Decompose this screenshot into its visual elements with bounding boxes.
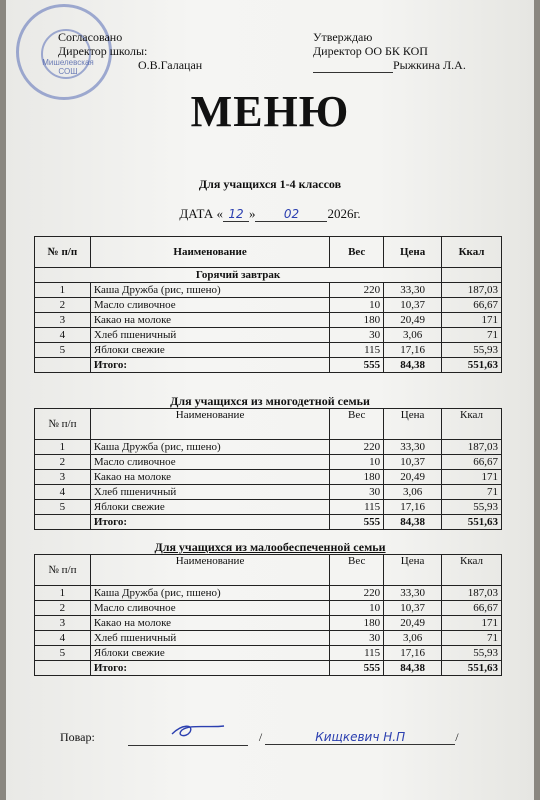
table-row [35,500,502,515]
table-row [35,440,502,455]
table-header [35,409,502,440]
approval-left [58,30,202,72]
table-row [35,586,502,601]
cell: 33,30 [384,283,442,298]
cell: 55,93 [442,343,502,358]
table-header [35,237,502,268]
cell: 2 [35,455,91,470]
cell: 3,06 [384,328,442,343]
empty-cell [442,268,502,283]
cell: 4 [35,631,91,646]
cook-name: Кищкевич Н.П [265,730,455,745]
table-row [35,631,502,646]
cell: 220 [330,440,384,455]
cell: 55,93 [442,500,502,515]
col-header: № п/п [35,237,91,268]
cell: 55,93 [442,646,502,661]
cell: 171 [442,616,502,631]
table-row [35,485,502,500]
menu-table-2 [34,408,502,530]
cell: Масло сливочное [90,298,329,313]
empty-cell [35,515,91,530]
total-label: Итого: [90,515,329,530]
table-row [35,313,502,328]
cell: 71 [442,328,502,343]
col-header: № п/п [35,555,91,586]
total-price: 84,38 [384,661,442,676]
total-price: 84,38 [384,358,442,373]
date-day: 12 [223,207,249,222]
cell: 3,06 [384,631,442,646]
cell: 3 [35,313,91,328]
col-header: Вес [330,409,384,440]
stamp-text: Мишелевская СОШ [42,58,94,76]
cell: 5 [35,500,91,515]
menu-table-1 [34,236,502,373]
col-header: Цена [384,237,442,268]
cell: 4 [35,328,91,343]
cell: 66,67 [442,601,502,616]
cook-label: Повар: [60,730,95,744]
cell: 10 [330,455,384,470]
total-kcal: 551,63 [442,358,502,373]
total-weight: 555 [330,515,384,530]
cell: 180 [330,616,384,631]
cell: 17,16 [384,500,442,515]
table-row [35,455,502,470]
cell: 20,49 [384,616,442,631]
approval-right-sign-row [313,58,466,73]
total-label: Итого: [90,661,329,676]
cell: 10 [330,601,384,616]
cell: Какао на молоке [90,470,329,485]
cell: 30 [330,328,384,343]
cell: 10,37 [384,455,442,470]
cook-signature-mark [168,722,228,740]
cell: 220 [330,283,384,298]
cell: 30 [330,631,384,646]
col-header: Наименование [90,237,329,268]
cell: 20,49 [384,470,442,485]
cell: 1 [35,440,91,455]
cell: 66,67 [442,298,502,313]
total-row [35,358,502,373]
cell: 115 [330,343,384,358]
section-title: Горячий завтрак [35,268,442,283]
approval-right-name: Рыжкина Л.А. [393,58,466,72]
cell: Хлеб пшеничный [90,631,329,646]
cell: Хлеб пшеничный [90,328,329,343]
col-header: Ккал [442,237,502,268]
col-header: Наименование [90,555,329,586]
cell: 187,03 [442,586,502,601]
table-row [35,646,502,661]
col-header: Наименование [90,409,329,440]
cell: 30 [330,485,384,500]
cell: 3 [35,616,91,631]
cell: 187,03 [442,440,502,455]
menu-date [0,206,540,222]
cell: 115 [330,500,384,515]
cook-signature-line [128,730,248,746]
page-title: МЕНЮ [190,87,350,136]
cell: 180 [330,313,384,328]
cell: 171 [442,313,502,328]
date-month: 02 [255,207,327,222]
cell: 2 [35,298,91,313]
table-row [35,298,502,313]
cell: 33,30 [384,440,442,455]
cell: 187,03 [442,283,502,298]
cell: Каша Дружба (рис, пшено) [90,283,329,298]
approval-right [313,30,466,73]
menu-table-3 [34,554,502,676]
table-row [35,601,502,616]
cell: Какао на молоке [90,313,329,328]
cell: Яблоки свежие [90,646,329,661]
cell: 115 [330,646,384,661]
col-header: № п/п [35,409,91,440]
col-header: Цена [384,555,442,586]
cell: Хлеб пшеничный [90,485,329,500]
total-price: 84,38 [384,515,442,530]
cell: 2 [35,601,91,616]
approval-right-line2: Директор ОО БК КОП [313,44,428,58]
cell: 1 [35,586,91,601]
cell: 171 [442,470,502,485]
date-mid: » [248,206,256,221]
approval-left-line1: Согласовано [58,30,123,44]
cell: 180 [330,470,384,485]
cell: 17,16 [384,646,442,661]
cell: 33,30 [384,586,442,601]
cell: Масло сливочное [90,601,329,616]
col-header: Ккал [442,555,502,586]
date-prefix: ДАТА « [179,206,223,221]
cell: 3,06 [384,485,442,500]
cell: 4 [35,485,91,500]
col-header: Вес [330,237,384,268]
total-row [35,515,502,530]
cell: 17,16 [384,343,442,358]
total-label: Итого: [90,358,329,373]
cell: 3 [35,470,91,485]
total-kcal: 551,63 [442,661,502,676]
approval-left-name: О.В.Галацан [138,58,203,72]
col-header: Вес [330,555,384,586]
cell: 220 [330,586,384,601]
table-row [35,328,502,343]
cell: 71 [442,631,502,646]
cell: 5 [35,646,91,661]
empty-cell [35,661,91,676]
total-row [35,661,502,676]
cell: Яблоки свежие [90,343,329,358]
table-row [35,470,502,485]
cell: Яблоки свежие [90,500,329,515]
cell: Каша Дружба (рис, пшено) [90,586,329,601]
caption-3: Для учащихся из малообеспеченной семьи [154,540,386,554]
cell: Масло сливочное [90,455,329,470]
col-header: Ккал [442,409,502,440]
cell: 71 [442,485,502,500]
empty-cell [35,358,91,373]
cook-signature-row: Повар: / Кищкевич Н.П / [60,730,459,746]
cell: 10 [330,298,384,313]
section-row [35,268,502,283]
date-year: 2026г. [327,206,361,221]
caption-2: Для учащихся из многодетной семьи [170,394,370,408]
cell: Какао на молоке [90,616,329,631]
signature-line [313,58,393,73]
total-weight: 555 [330,358,384,373]
cell: Каша Дружба (рис, пшено) [90,440,329,455]
table-row [35,616,502,631]
table-row [35,283,502,298]
total-kcal: 551,63 [442,515,502,530]
table-row [35,343,502,358]
cell: 66,67 [442,455,502,470]
subtitle: Для учащихся 1-4 классов [198,177,342,191]
cell: 5 [35,343,91,358]
approval-right-line1: Утверждаю [313,30,373,44]
table-header [35,555,502,586]
cell: 10,37 [384,601,442,616]
cell: 10,37 [384,298,442,313]
col-header: Цена [384,409,442,440]
total-weight: 555 [330,661,384,676]
cell: 1 [35,283,91,298]
approval-left-line2: Директор школы: [58,44,148,58]
cell: 20,49 [384,313,442,328]
